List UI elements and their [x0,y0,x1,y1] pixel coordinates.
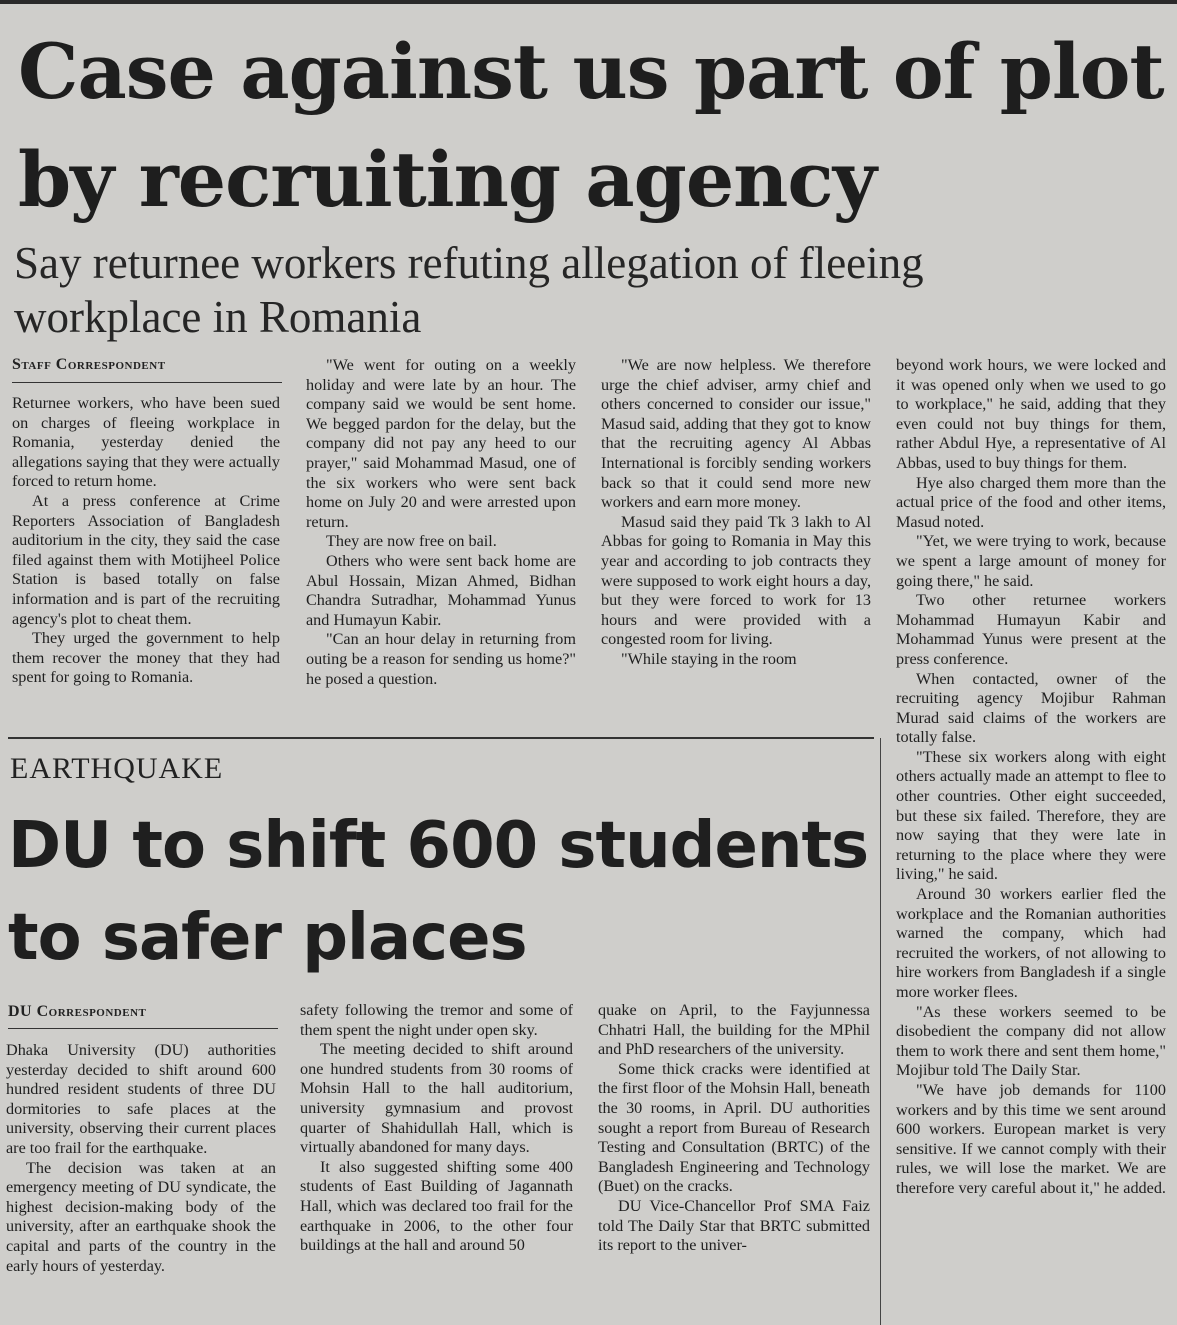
paragraph: The meeting decided to shift around one hundred students from 30 rooms of Mohsin Hall to the hall auditorium, university gymnasium and provost quarter of Shahidullah Hall, which is virtually abandoned for many days. [300,1040,573,1157]
main-headline-line-1: Case against us part of plot [18,27,1164,116]
paragraph: Returnee workers, who have been sued on charges of fleeing workplace in Romania, yesterday denied the allegations saying that they were actually forced to return home. [12,394,280,491]
story1-column-3 [601,356,871,670]
paragraph: "We went for outing on a weekly holiday and were late by an hour. The company said we would be sent home. We begged pardon for the delay, but the company did not pay any heed to our prayer," said Mohammad Masud, one of the six workers who were sent back home on July 20 and were arrested upon return. [306,356,576,531]
paragraph: Two other returnee workers Mohammad Humayun Kabir and Mohammad Yunus were present at the press conference. [896,591,1166,668]
story2-headline-line-2: to safer places [8,901,527,975]
story-divider [8,737,874,739]
paragraph: DU Vice-Chancellor Prof SMA Faiz told The Daily Star that BRTC submitted its report to the univer- [598,1196,870,1255]
paragraph: The decision was taken at an emergency meeting of DU syndicate, the highest decision-making body of the university, after an earthquake shook the capital and parts of the country in the early hours of yesterday. [6,1158,276,1275]
paragraph: They are now free on bail. [326,532,497,551]
paragraph: When contacted, owner of the recruiting agency Mojibur Rahman Murad said claims of the workers are totally false. [896,669,1166,747]
subheadline-line-2: workplace in Romania [14,292,422,342]
paragraph: Masud said they paid Tk 3 lakh to Al Abbas for going to Romania in May this year and according to job contracts they were supposed to work eight hours a day, but they were forced to work for 13 hours and were provided with a congested room for living. [601,512,871,649]
story2-column-1 [6,1041,276,1276]
story1-column-4 [896,356,1166,1199]
paragraph: Dhaka University (DU) authorities yesterday decided to shift around 600 hundred resident students of three DU dormitories to safe places at the university, observing their current places are too frail for the earthquake. [6,1041,276,1157]
top-border [0,0,1177,4]
paragraph: "We have job demands for 1100 workers and by this time we sent around 600 workers. European market is very sensitive. If we cannot comply with their rules, we will lose the market. We are therefore very careful about it," he added. [896,1080,1166,1197]
paragraph: Some thick cracks were identified at the first floor of the Mohsin Hall, beneath the 30 rooms, in April. DU authorities sought a report from Bureau of Research Testing and Consultation (BRTC) of the Bangladesh Engineering and Technology (Buet) on the cracks. [598,1059,870,1196]
story2-byline: DU Correspondent [8,1003,147,1020]
story1-column-1 [12,394,280,688]
column-divider [880,738,881,1325]
byline-rule [8,1028,278,1029]
paragraph: Around 30 workers earlier fled the workplace and the Romanian authorities warned the company, which had recruited the workers, of not allowing to hire workers from Bangladesh if a single more worker flees. [896,885,1166,1001]
paragraph: "While staying in the room [621,649,797,668]
main-headline [18,18,1168,234]
paragraph: At a press conference at Crime Reporters Association of Bangladesh auditorium in the city, they said the case filed against them with Motijheel Police Station is based totally on false information and is part of the recruiting agency's plot to cheat them. [12,491,280,628]
paragraph: "As these workers seemed to be disobedient the company did not allow them to work there and sent them home," Mojibur told The Daily Star. [896,1002,1166,1080]
story2-column-3 [598,1001,870,1256]
paragraph: "These six workers along with eight others actually made an attempt to flee to other countries. Other eight succeeded, but these six failed. Therefore, they are now saying that they were late in returning to the place where they were living," he said. [896,747,1166,884]
paragraph: "Yet, we were trying to work, because we spent a large amount of money for going there," he said. [896,532,1166,590]
main-headline-line-2: by recruiting agency [18,135,876,224]
story2-headline-line-1: DU to shift 600 students [8,809,869,883]
paragraph: It also suggested shifting some 400 students of East Building of Jagannath Hall, which was declared too frail for the earthquake in 2006, to the other four buildings at the hall and around 50 [300,1157,573,1255]
subheadline [14,236,1164,344]
paragraph: "We are now helpless. We therefore urge the chief adviser, army chief and others concerned to consider our issue," Masud said, adding that they got to know that the recruiting agency Al Abbas International is forcibly sending workers back so that it could send more new workers and earn more money. [601,356,871,512]
paragraph: They urged the government to help them recover the money that they had spent for going to Romania. [12,629,280,687]
story1-byline: Staff Correspondent [12,356,166,373]
story2-headline [8,800,878,984]
paragraph: safety following the tremor and some of them spent the night under open sky. [300,1001,573,1039]
paragraph: quake on April, to the Fayjunnessa Chhatri Hall, the building for the MPhil and PhD researchers of the university. [598,1001,870,1059]
paragraph: Hye also charged them more than the actual price of the food and other items, Masud noted. [896,473,1166,531]
story2-column-2 [300,1001,573,1256]
paragraph: "Can an hour delay in returning from outing be a reason for sending us home?" he posed a question. [306,630,576,688]
story1-column-2 [306,356,576,689]
paragraph: beyond work hours, we were locked and it was opened only when we used to go to workplace," he said, adding that they even could not buy things for them, rather Abdul Hye, a representative of Al Abbas, used to buy things for them. [896,356,1166,472]
subheadline-line-1: Say returnee workers refuting allegation of fleeing [14,238,924,288]
byline-rule [12,382,282,383]
story2-kicker: EARTHQUAKE [10,752,224,785]
paragraph: Others who were sent back home are Abul Hossain, Mizan Ahmed, Bidhan Chandra Sutradhar, Mohammad Yunus and Humayun Kabir. [306,551,576,629]
